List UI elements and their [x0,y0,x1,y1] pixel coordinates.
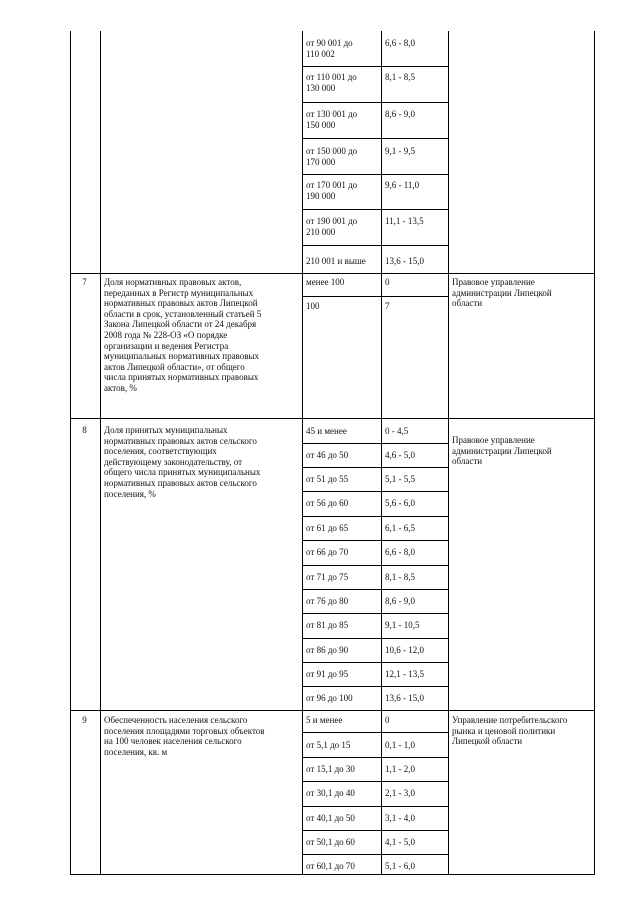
score-cell: 9,1 - 9,5 [385,146,415,156]
range-divider [302,638,448,639]
range-divider [302,245,448,246]
score-cell: 8,6 - 9,0 [385,596,415,606]
row-number: 7 [82,277,87,287]
range-cell: от 30,1 до 40 [306,788,355,798]
score-cell: 5,1 - 6,0 [385,861,415,871]
range-divider [302,467,448,468]
score-cell: 0 - 4,5 [385,426,409,436]
score-cell: 2,1 - 3,0 [385,788,415,798]
range-cell: от 40,1 до 50 [306,813,355,823]
column-divider [100,31,101,875]
range-divider [302,662,448,663]
range-cell: от 90 001 до 110 002 [306,38,353,59]
row-divider [70,710,595,711]
range-divider [302,66,448,67]
range-divider [302,565,448,566]
score-cell: 7 [385,301,390,311]
range-divider [302,209,448,210]
range-divider [302,781,448,782]
row-divider [70,418,595,419]
range-cell: от 81 до 85 [306,620,349,630]
range-divider [302,806,448,807]
table-border-right [594,31,595,875]
row-number: 9 [82,715,87,725]
row-divider [70,273,595,274]
range-cell: от 170 001 до 190 000 [306,180,358,201]
range-divider [302,757,448,758]
range-cell: 5 и менее [306,715,343,725]
row-number: 8 [82,425,87,435]
responsible-body: Управление потребительского рынка и ценовой политики Липецкой области [452,715,568,747]
score-cell: 0 [385,277,390,287]
range-cell: от 86 до 90 [306,645,349,655]
range-divider [302,589,448,590]
score-cell: 10,6 - 12,0 [385,645,424,655]
score-cell: 11,1 - 13,5 [385,216,424,226]
score-cell: 6,6 - 8,0 [385,38,415,48]
score-cell: 4,1 - 5,0 [385,837,415,847]
score-cell: 12,1 - 13,5 [385,669,424,679]
column-divider [302,31,303,875]
range-cell: от 71 до 75 [306,572,349,582]
range-cell: 45 и менее [306,426,347,436]
responsible-body: Правовое управление администрации Липецкой области [452,277,552,309]
range-cell: от 91 до 95 [306,669,349,679]
range-divider [302,296,448,297]
range-cell: от 56 до 60 [306,498,349,508]
responsible-body: Правовое управление администрации Липецкой области [452,435,552,467]
range-cell: от 76 до 80 [306,596,349,606]
range-divider [302,613,448,614]
range-cell: 100 [306,301,320,311]
range-cell: от 51 до 55 [306,474,349,484]
score-cell: 8,1 - 8,5 [385,72,415,82]
table-border-bottom [70,874,595,875]
range-cell: от 50,1 до 60 [306,837,355,847]
score-cell: 1,1 - 2,0 [385,764,415,774]
range-cell: от 66 до 70 [306,547,349,557]
indicator-name: Обеспеченность населения сельского поселения площадями торговых объектов на 100 человек населения сельского поселения, кв. м [104,715,265,757]
range-cell: от 96 до 100 [306,693,353,703]
range-cell: от 60,1 до 70 [306,861,355,871]
range-cell: от 130 001 до 150 000 [306,109,358,130]
criteria-table [70,31,595,875]
range-cell: от 15,1 до 30 [306,764,355,774]
range-cell: от 61 до 65 [306,523,349,533]
range-cell: от 150 000 до 170 000 [306,146,358,167]
score-cell: 13,6 - 15,0 [385,693,424,703]
score-cell: 4,6 - 5,0 [385,450,415,460]
range-divider [302,854,448,855]
range-divider [302,830,448,831]
score-cell: 8,1 - 8,5 [385,572,415,582]
score-cell: 9,6 - 11,0 [385,180,420,190]
table-border-left [70,31,71,875]
score-cell: 9,1 - 10,5 [385,620,420,630]
range-cell: от 190 001 до 210 000 [306,216,358,237]
range-divider [302,540,448,541]
range-divider [302,102,448,103]
score-cell: 0 [385,715,390,725]
score-cell: 5,1 - 5,5 [385,474,415,484]
range-divider [302,138,448,139]
range-divider [302,491,448,492]
score-cell: 6,1 - 6,5 [385,523,415,533]
range-divider [302,516,448,517]
range-divider [302,174,448,175]
score-cell: 8,6 - 9,0 [385,109,415,119]
range-cell: 210 001 и выше [306,256,366,266]
range-cell: от 46 до 50 [306,450,349,460]
range-divider [302,732,448,733]
score-cell: 6,6 - 8,0 [385,547,415,557]
range-divider [302,686,448,687]
score-cell: 3,1 - 4,0 [385,813,415,823]
score-cell: 0,1 - 1,0 [385,740,415,750]
range-cell: от 110 001 до 130 000 [306,72,357,93]
indicator-name: Доля принятых муниципальных нормативных правовых актов сельского поселения, соответствующих действующему законодательству, от общего числа принятых муниципальных нормативных правовых актов сельского поселения, % [104,425,261,499]
range-cell: менее 100 [306,277,345,287]
range-divider [302,443,448,444]
indicator-name: Доля нормативных правовых актов, переданных в Регистр муниципальных нормативных правовых актов Липецкой области в срок, установленный статьей 5 Закона Липецкой области от 24 декабря 2008 года № 228-ОЗ «О порядке организации и ведения Регистра муниципальных нормативных правовых актов Липецкой области», от общего числа принятых нормативных правовых актов, % [104,277,262,393]
score-cell: 5,6 - 6,0 [385,498,415,508]
range-cell: от 5,1 до 15 [306,740,351,750]
score-cell: 13,6 - 15,0 [385,256,424,266]
